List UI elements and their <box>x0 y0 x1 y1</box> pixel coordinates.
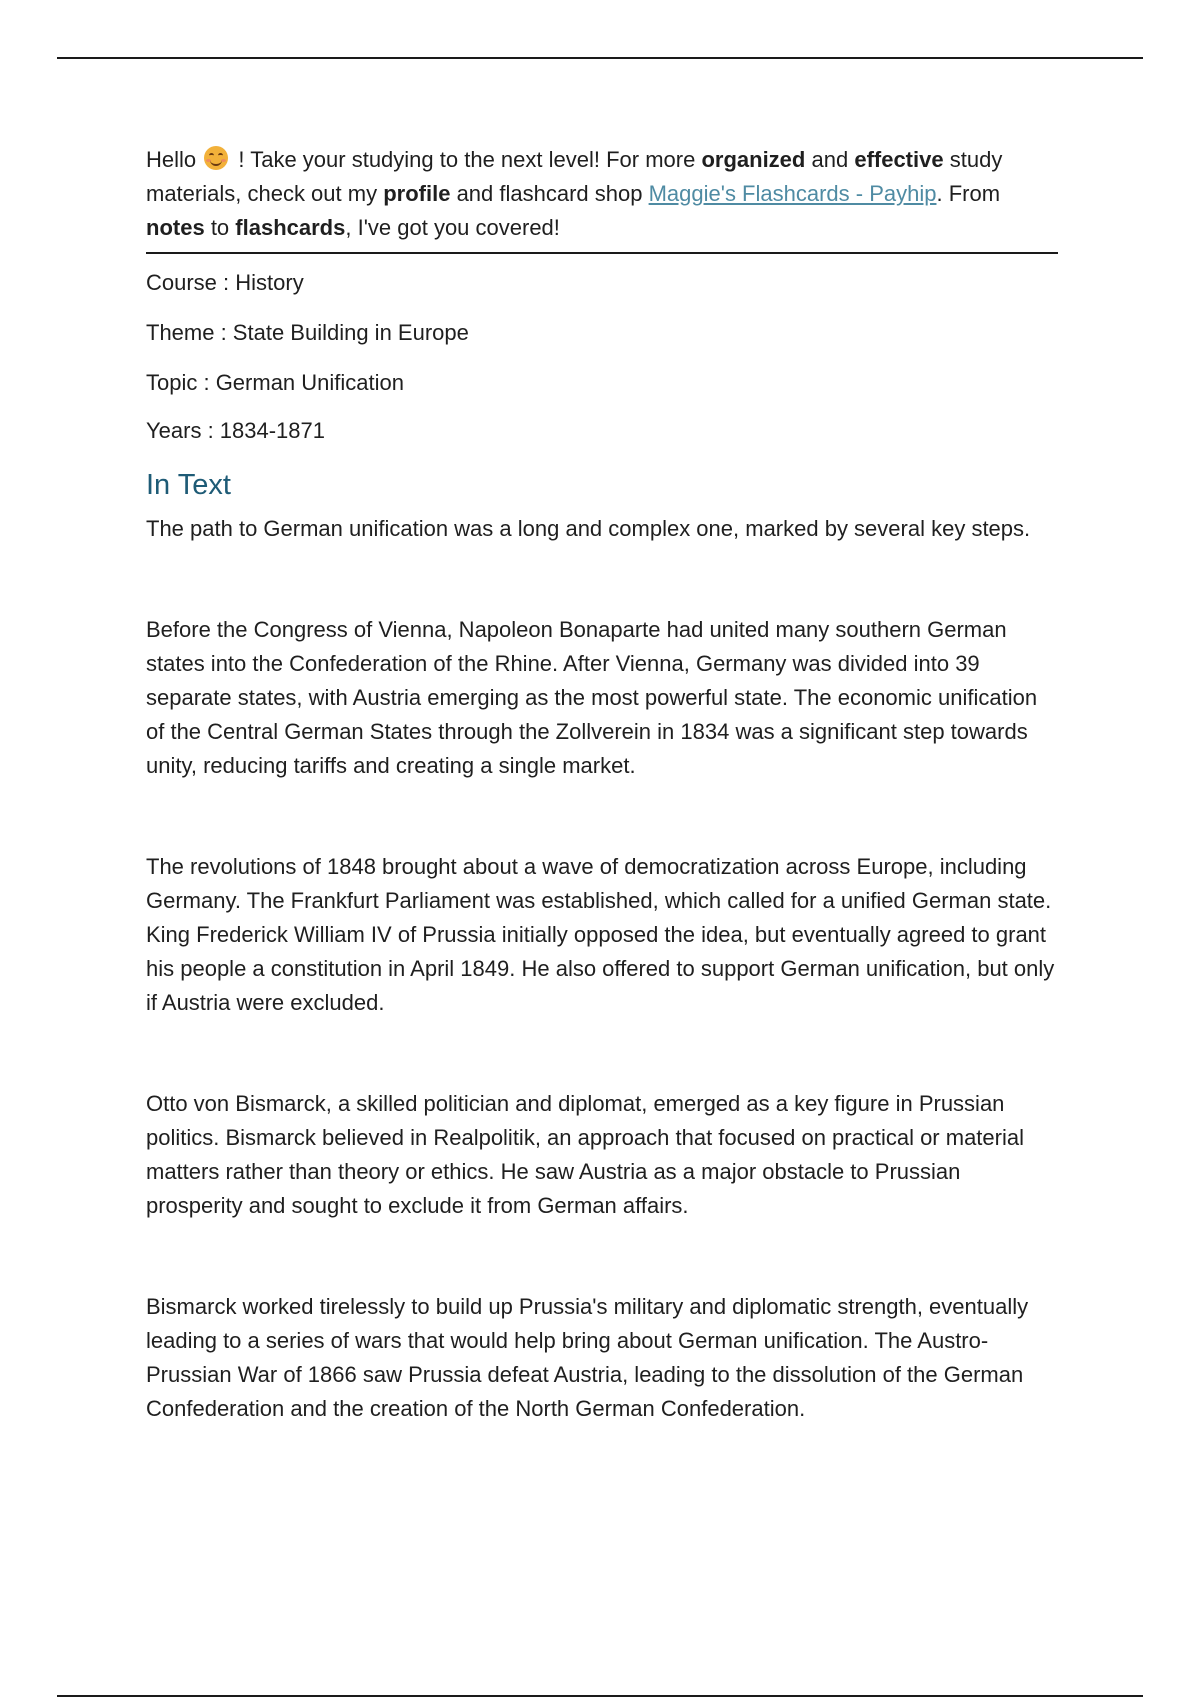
bottom-page-rule <box>57 1695 1143 1697</box>
intro-text-7: , I've got you covered! <box>345 215 560 240</box>
paragraph-intro: The path to German unification was a long and complex one, marked by several key steps. <box>146 516 1031 541</box>
years-line: Years : 1834-1871 <box>146 418 325 443</box>
intro-text-4: and flashcard shop <box>456 181 643 206</box>
paragraph-1848: The revolutions of 1848 brought about a wave of democratization across Europe, including Germany. The Frankfurt Parliament was established, which called for a unified German state. King Frederick William IV of Prussia initially opposed the idea, but eventually agreed to grant his people a constitution in April 1849. He also offered to support German unification, but only if Austria were excluded. <box>146 854 1055 1015</box>
intro-bold-effective: effective <box>854 147 944 172</box>
intro-text-5: . From <box>936 181 1001 206</box>
topic-line: Topic : German Unification <box>146 370 404 395</box>
intro-text-3: study materials, check out my <box>146 147 1003 206</box>
paragraph-bismarck: Otto von Bismarck, a skilled politician and diplomat, emerged as a key figure in Prussian politics. Bismarck believed in Realpolitik, an approach that focused on practical or material matters rather than theory or ethics. He saw Austria as a major obstacle to Prussian prosperity and sought to exclude it from German affairs. <box>146 1091 1024 1218</box>
top-page-rule <box>57 57 1143 59</box>
paragraph-wars: Bismarck worked tirelessly to build up Prussia's military and diplomatic strength, eventually leading to a series of wars that would help bring about German unification. The Austro-Prussian War of 1866 saw Prussia defeat Austria, leading to the dissolution of the German Confederation and the creation of the North German Confederation. <box>146 1294 1029 1421</box>
intro-banner <box>146 143 1058 254</box>
document-body <box>146 143 1058 1426</box>
intro-text-1: ! Take your studying to the next level! For more <box>238 147 696 172</box>
theme-line: Theme : State Building in Europe <box>146 320 469 345</box>
smiling-face-icon <box>204 146 228 170</box>
intro-bold-organized: organized <box>701 147 806 172</box>
intro-bold-flashcards: flashcards <box>235 215 346 240</box>
intro-text-6: to <box>210 215 230 240</box>
flashcard-shop-link[interactable]: Maggie's Flashcards - Payhip <box>648 181 937 206</box>
intro-bold-profile: profile <box>383 181 451 206</box>
intro-greeting: Hello <box>146 147 197 172</box>
paragraph-vienna: Before the Congress of Vienna, Napoleon Bonaparte had united many southern German states into the Confederation of the Rhine. After Vienna, Germany was divided into 39 separate states, with Austria emerging as the most powerful state. The economic unification of the Central German States through the Zollverein in 1834 was a significant step towards unity, reducing tariffs and creating a single market. <box>146 617 1038 778</box>
intro-bold-notes: notes <box>146 215 205 240</box>
intro-text-2: and <box>811 147 849 172</box>
section-heading: In Text <box>146 469 231 501</box>
course-line: Course : History <box>146 270 304 295</box>
